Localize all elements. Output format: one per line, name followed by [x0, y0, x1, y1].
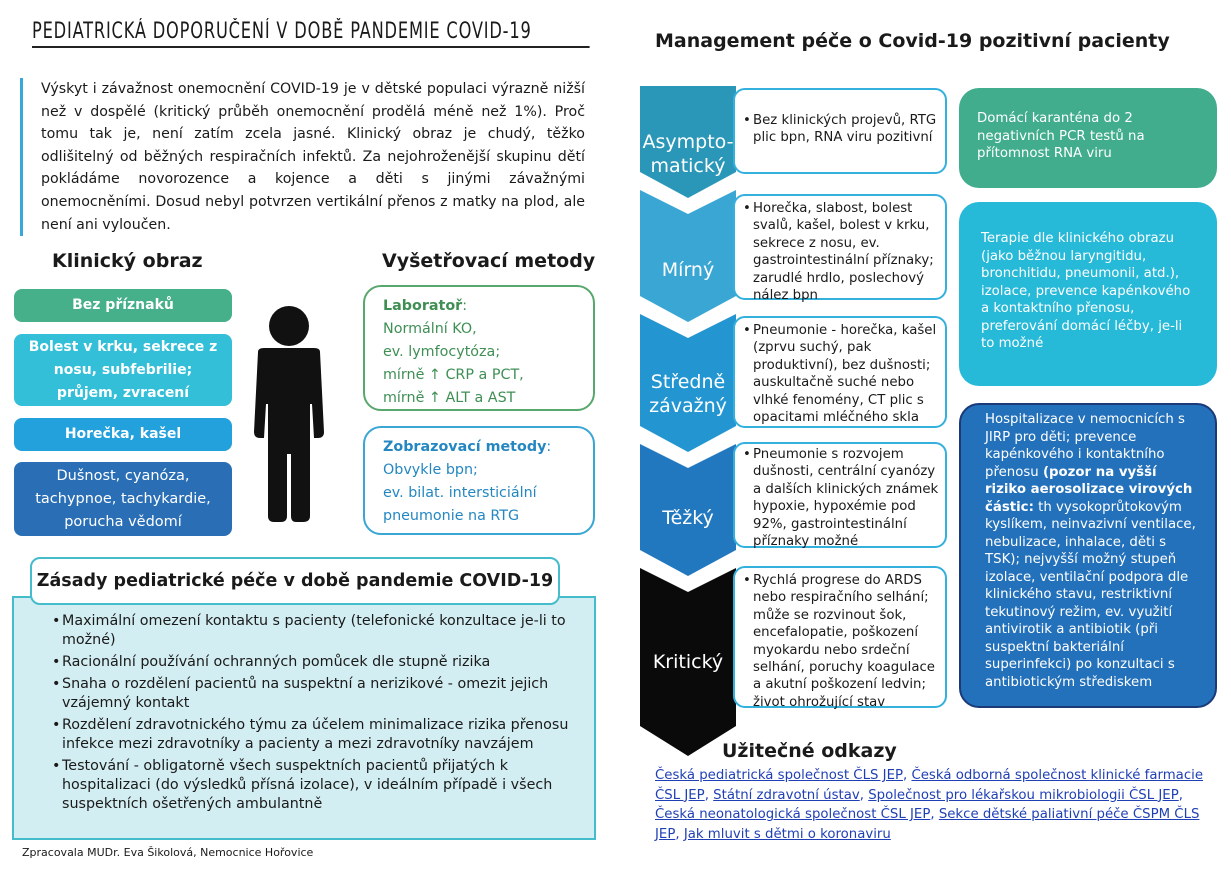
- clinical-item-fever: Horečka, kašel: [14, 418, 232, 451]
- imaging-heading: Zobrazovací metody: [383, 439, 547, 455]
- list-item: • Maximální omezení kontaktu s pacienty (telefonické konzultace je-li to možné): [52, 612, 572, 650]
- link-palliative[interactable]: Sekce dětské paliativní péče ČSPM ČLS JEP: [655, 807, 1200, 842]
- list-item: • Testování - obligatorně všech suspektních pacientů přijatých k hospitalizaci (do výsledků přísná izolace), v ideálním případě i všech suspektních ošetřených ambulantně: [52, 757, 572, 814]
- management-title: Management péče o Covid-19 pozitivní pacienty: [655, 30, 1170, 52]
- methods-heading: Vyšetřovací metody: [382, 250, 596, 272]
- child-silhouette-icon: [244, 304, 334, 524]
- links-heading: Užitečné odkazy: [722, 740, 897, 762]
- imaging-line: pneumonie na RTG: [383, 508, 520, 524]
- links-list: Česká pediatrická společnost ČLS JEP, Česká odborná společnost klinické farmacie ČSL JEP, Státní zdravotní ústav, Společnost pro lékařskou mikrobiologii ČSL JEP, Česká neonatologická společnost ČSL JEP, Sekce dětské paliativní péče ČSPM ČLS JEP, Jak mluvit s dětmi o koronaviru: [655, 768, 1204, 842]
- link-microbiology[interactable]: Společnost pro lékařskou mikrobiologii ČSL JEP: [868, 787, 1179, 803]
- stage-label-critical: Kritický: [652, 651, 724, 673]
- stage-label-moderate: [640, 370, 736, 418]
- clinical-heading: Klinický obraz: [52, 250, 203, 272]
- lab-line: Normální KO,: [383, 321, 477, 337]
- stage-label-mild: Mírný: [661, 259, 715, 281]
- stage-label-line: Středně: [650, 371, 726, 393]
- symptom-text: • Bez klinických projevů, RTG plic bpn, RNA viru pozitivní: [743, 112, 939, 147]
- link-neonatology[interactable]: Česká neonatologická společnost ČSL JEP: [655, 807, 931, 822]
- stage-label-asymptomatic: [640, 130, 736, 178]
- page-title: PEDIATRICKÁ DOPORUČENÍ V DOBĚ PANDEMIE COVID-19: [32, 18, 590, 48]
- stage-label-line: závažný: [649, 395, 727, 417]
- link-clinical-pharmacy[interactable]: Česká odborná společnost klinické farmacie ČSL JEP: [655, 768, 1204, 803]
- list-item: • Racionální používání ochranných pomůcek dle stupně rizika: [52, 653, 572, 672]
- management-home-quarantine: Domácí karanténa do 2 negativních PCR testů na přítomnost RNA viru: [959, 88, 1217, 188]
- lab-heading: Laboratoř: [383, 298, 463, 314]
- principles-heading: Zásady pediatrické péče v době pandemie COVID-19: [30, 557, 560, 605]
- hosp-text-bold: (pozor na vyšší riziko aerosolizace virových částic:: [985, 464, 1193, 515]
- stage-label-line: matický: [650, 155, 726, 177]
- link-szu[interactable]: Státní zdravotní ústav: [713, 787, 860, 803]
- lab-line: mírně ↑ CRP a PCT,: [383, 367, 524, 383]
- intro-paragraph: Výskyt i závažnost onemocnění COVID-19 je v dětské populaci výrazně nižší než v dospělé (kritický průběh onemocnění prodělá méně než 1%). Proč tomu tak je, není zatím zcela jasné. Klinický obraz je chudý, těžko odlišitelný od běžných respiračních infektů. Za nejohroženější skupinu dětí pokládáme novorozence a kojence a děti s jinými závažnými onemocněními. Dosud nebyl potvrzen vertikální přenos z matky na plod, ale není ani vyloučen.: [20, 78, 585, 236]
- principles-list: [52, 612, 572, 817]
- hosp-text: th vysokoprůtokovým kyslíkem, neinvazivní ventilace, nebulizace, inhalace, děti s TSK); nejvyšší možný stupeň izolace, ventilační podpora dle klinického stavu, restriktivní tekutinový režim, ev. využití antivirotik a antibiotik (při suspektní bakteriální superinfekci) po konzultaci s antibiotickým střediskem: [985, 499, 1196, 690]
- link-pediatric-society[interactable]: Česká pediatrická společnost ČLS JEP: [655, 768, 903, 783]
- imaging-line: ev. bilat. intersticiální: [383, 485, 537, 501]
- hosp-text: Hospitalizace v nemocnicích s JIRP pro děti; prevence kapénkového i kontaktního přenosu: [985, 412, 1185, 480]
- stage-chevron: [640, 190, 736, 322]
- symptom-text: • Horečka, slabost, bolest svalů, kašel, bolest v krku, sekrece z nosu, ev. gastrointestinální příznaky; zarudlé hrdlo, poslechový nález bpn: [743, 200, 939, 304]
- management-hospitalization: [959, 403, 1217, 708]
- stage-label-line: Asympto-: [642, 131, 734, 153]
- symptom-text: • Rychlá progrese do ARDS nebo respiračního selhání; může se rozvinout šok, encefalopatie, poškození myokardu nebo srdeční selhání, poruchy koagulace a akutní poškození ledvin; život ohrožující stav: [743, 572, 939, 711]
- symptom-text: • Pneumonie - horečka, kašel (zprvu suchý, pak produktivní), bez dušnosti; auskultačně suché nebo vlhké fenomény, CT plic s opacitami mléčného skla: [743, 322, 939, 426]
- author-credit: Zpracovala MUDr. Eva Šikolová, Nemocnice Hořovice: [22, 846, 314, 859]
- clinical-item-asymptomatic: Bez příznaků: [14, 289, 232, 322]
- imaging-line: Obvykle bpn;: [383, 462, 478, 478]
- symptoms-box: [733, 316, 947, 428]
- lab-line: mírně ↑ ALT a AST: [383, 390, 516, 406]
- symptom-text: • Pneumonie s rozvojem dušnosti, centrální cyanózy a dalších klinických známek hypoxie, hypoxémie pod 92%, gastrointestinální příznaky možné: [743, 446, 939, 550]
- symptoms-box: [733, 442, 947, 548]
- symptoms-box: [733, 566, 947, 708]
- clinical-item-severe: Dušnost, cyanóza, tachypnoe, tachykardie, porucha vědomí: [14, 462, 232, 536]
- list-item: • Snaha o rozdělení pacientů na suspektní a nerizikové - omezit jejich vzájemný kontakt: [52, 675, 572, 713]
- clinical-item-mild: Bolest v krku, sekrece z nosu, subfebrilie; průjem, zvracení: [14, 334, 232, 406]
- list-item: • Rozdělení zdravotnického týmu za účelem minimalizace rizika přenosu infekce mezi zdravotníky a pacienty a mezi zdravotníky navzájem: [52, 716, 572, 754]
- lab-methods-box: Laboratoř: Normální KO, ev. lymfocytóza; mírně ↑ CRP a PCT, mírně ↑ ALT a AST: [363, 285, 595, 411]
- symptoms-box: [733, 88, 947, 174]
- lab-line: ev. lymfocytóza;: [383, 344, 501, 360]
- stage-label-severe: Těžký: [662, 507, 714, 529]
- link-talk-to-children[interactable]: Jak mluvit s dětmi o koronaviru: [683, 826, 891, 842]
- symptoms-box: [733, 194, 947, 304]
- management-therapy: Terapie dle klinického obrazu (jako běžnou laryngitidu, bronchitidu, pneumonii, atd.), izolace, prevence kapénkového a kontaktního přenosu, preferování domácí léčby, je-li to možné: [959, 202, 1217, 386]
- imaging-methods-box: Zobrazovací metody: Obvykle bpn; ev. bilat. intersticiální pneumonie na RTG: [363, 426, 595, 535]
